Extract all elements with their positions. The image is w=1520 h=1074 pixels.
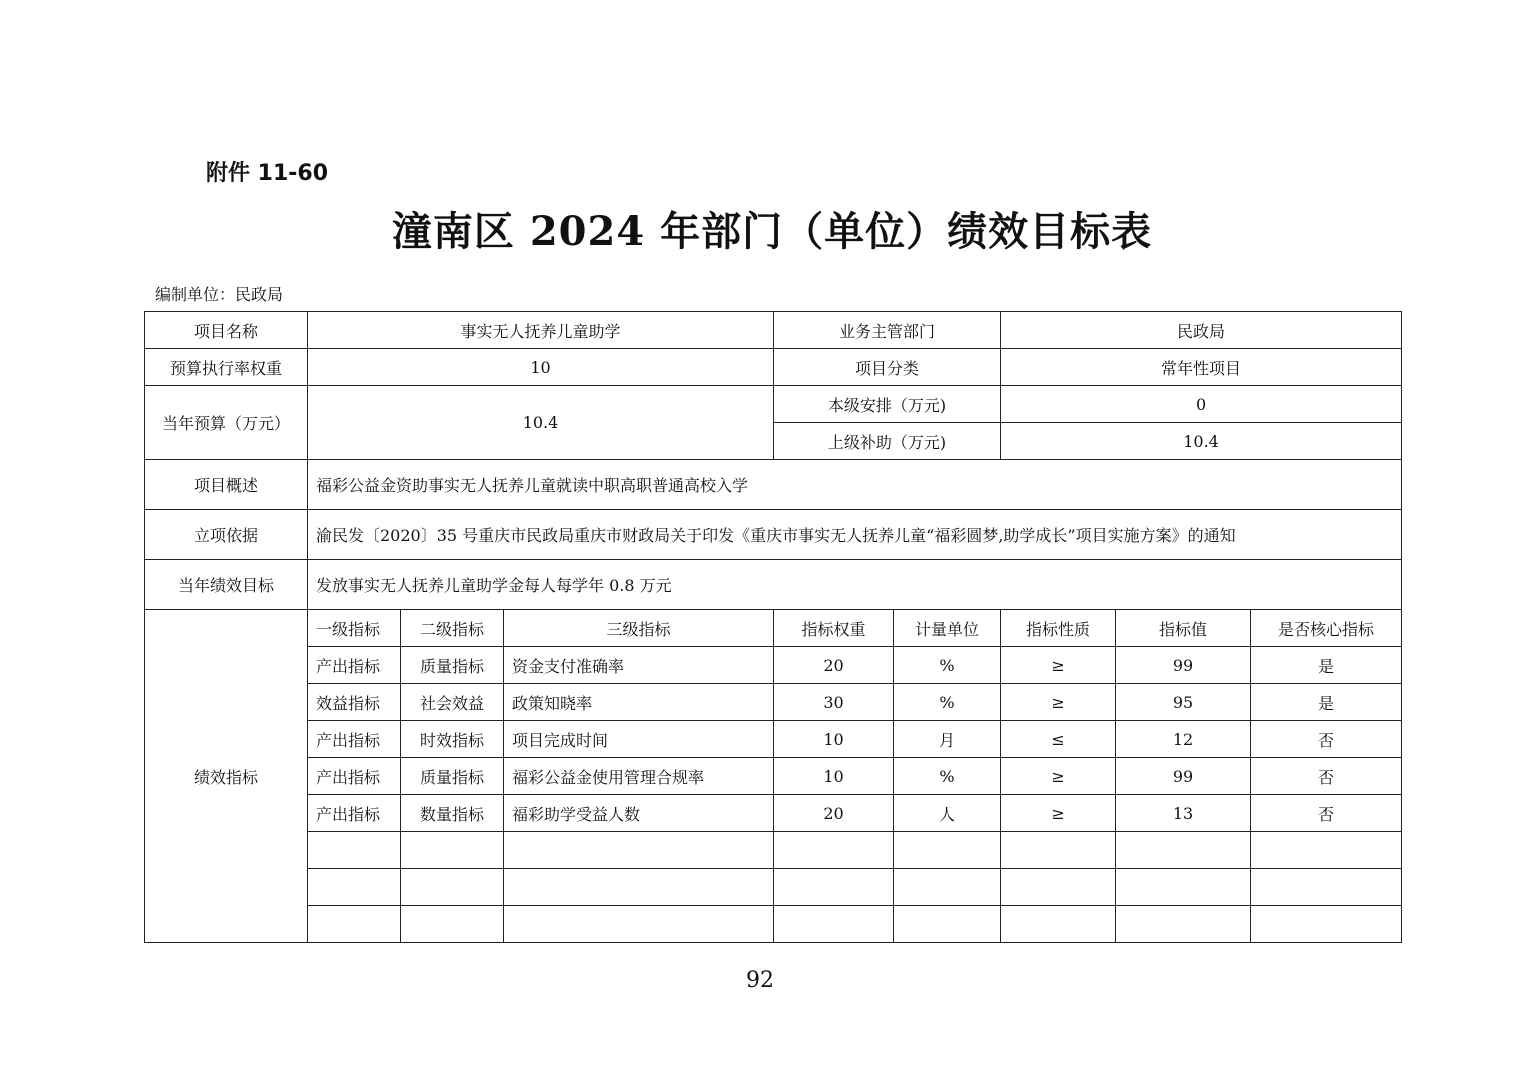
table-row bbox=[145, 560, 1402, 610]
page-number: 92 bbox=[746, 968, 774, 993]
annual-goal: 发放事实无人抚养儿童助学金每人每学年 0.8 万元 bbox=[308, 560, 1402, 610]
indicator-unit: 月 bbox=[894, 721, 1001, 758]
column-header: 指标性质 bbox=[1001, 610, 1116, 647]
cell-label: 业务主管部门 bbox=[774, 312, 1001, 349]
indicator-value: 95 bbox=[1116, 684, 1251, 721]
cell-label: 项目概述 bbox=[145, 460, 308, 510]
indicator-core: 是 bbox=[1251, 647, 1402, 684]
project-category: 常年性项目 bbox=[1001, 349, 1402, 386]
table-row bbox=[145, 510, 1402, 560]
level2-indicator: 质量指标 bbox=[401, 647, 504, 684]
indicator-value: 99 bbox=[1116, 758, 1251, 795]
indicator-nature: ≥ bbox=[1001, 684, 1116, 721]
indicator-nature: ≥ bbox=[1001, 758, 1116, 795]
project-basis: 渝民发〔2020〕35 号重庆市民政局重庆市财政局关于印发《重庆市事实无人抚养儿童“福彩圆梦,助学成长”项目实施方案》的通知 bbox=[308, 510, 1402, 560]
column-header: 指标权重 bbox=[774, 610, 894, 647]
performance-target-table bbox=[144, 311, 1402, 943]
project-name: 事实无人抚养儿童助学 bbox=[308, 312, 774, 349]
empty-row bbox=[145, 832, 1402, 869]
budget-weight: 10 bbox=[308, 349, 774, 386]
column-header: 一级指标 bbox=[308, 610, 401, 647]
level2-indicator: 社会效益 bbox=[401, 684, 504, 721]
indicator-weight: 10 bbox=[774, 721, 894, 758]
cell-label: 上级补助（万元) bbox=[774, 423, 1001, 460]
local-allocation: 0 bbox=[1001, 386, 1402, 423]
level3-indicator: 政策知晓率 bbox=[504, 684, 774, 721]
indicator-nature: ≥ bbox=[1001, 647, 1116, 684]
page-title: 潼南区 2024 年部门（单位）绩效目标表 bbox=[391, 208, 1153, 255]
level3-indicator: 福彩助学受益人数 bbox=[504, 795, 774, 832]
indicator-weight: 10 bbox=[774, 758, 894, 795]
indicator-nature: ≥ bbox=[1001, 795, 1116, 832]
level1-indicator: 产出指标 bbox=[308, 795, 401, 832]
level3-indicator: 福彩公益金使用管理合规率 bbox=[504, 758, 774, 795]
level2-indicator: 数量指标 bbox=[401, 795, 504, 832]
indicator-nature: ≤ bbox=[1001, 721, 1116, 758]
attachment-label: 附件 11-60 bbox=[206, 161, 329, 186]
indicator-core: 否 bbox=[1251, 721, 1402, 758]
cell-label: 当年绩效目标 bbox=[145, 560, 308, 610]
indicator-unit: % bbox=[894, 684, 1001, 721]
indicator-value: 13 bbox=[1116, 795, 1251, 832]
table-row bbox=[145, 721, 1402, 758]
cell-label: 立项依据 bbox=[145, 510, 308, 560]
table-row bbox=[145, 758, 1402, 795]
cell-label: 预算执行率权重 bbox=[145, 349, 308, 386]
table-row bbox=[145, 312, 1402, 349]
dept-name: 民政局 bbox=[1001, 312, 1402, 349]
indicator-unit: 人 bbox=[894, 795, 1001, 832]
column-header: 三级指标 bbox=[504, 610, 774, 647]
column-header: 是否核心指标 bbox=[1251, 610, 1402, 647]
level2-indicator: 时效指标 bbox=[401, 721, 504, 758]
level1-indicator: 产出指标 bbox=[308, 647, 401, 684]
indicator-unit: % bbox=[894, 647, 1001, 684]
table-row bbox=[145, 460, 1402, 510]
indicator-section-label: 绩效指标 bbox=[145, 610, 308, 943]
level1-indicator: 效益指标 bbox=[308, 684, 401, 721]
empty-row bbox=[145, 869, 1402, 906]
indicator-value: 99 bbox=[1116, 647, 1251, 684]
indicator-header-row bbox=[145, 610, 1402, 647]
table-row bbox=[145, 386, 1402, 423]
column-header: 计量单位 bbox=[894, 610, 1001, 647]
annual-budget: 10.4 bbox=[308, 386, 774, 460]
indicator-unit: % bbox=[894, 758, 1001, 795]
project-overview: 福彩公益金资助事实无人抚养儿童就读中职高职普通高校入学 bbox=[308, 460, 1402, 510]
level1-indicator: 产出指标 bbox=[308, 758, 401, 795]
cell-label: 项目分类 bbox=[774, 349, 1001, 386]
cell-label: 本级安排（万元) bbox=[774, 386, 1001, 423]
cell-label: 项目名称 bbox=[145, 312, 308, 349]
indicator-weight: 30 bbox=[774, 684, 894, 721]
indicator-core: 否 bbox=[1251, 795, 1402, 832]
superior-subsidy: 10.4 bbox=[1001, 423, 1402, 460]
indicator-weight: 20 bbox=[774, 647, 894, 684]
indicator-core: 否 bbox=[1251, 758, 1402, 795]
level1-indicator: 产出指标 bbox=[308, 721, 401, 758]
cell-label: 当年预算（万元） bbox=[145, 386, 308, 460]
table-row bbox=[145, 647, 1402, 684]
indicator-core: 是 bbox=[1251, 684, 1402, 721]
table-row bbox=[145, 684, 1402, 721]
column-header: 二级指标 bbox=[401, 610, 504, 647]
indicator-weight: 20 bbox=[774, 795, 894, 832]
indicator-value: 12 bbox=[1116, 721, 1251, 758]
table-row bbox=[145, 349, 1402, 386]
column-header: 指标值 bbox=[1116, 610, 1251, 647]
table-row bbox=[145, 795, 1402, 832]
empty-row bbox=[145, 906, 1402, 943]
level3-indicator: 资金支付准确率 bbox=[504, 647, 774, 684]
level2-indicator: 质量指标 bbox=[401, 758, 504, 795]
compiling-unit: 编制单位：民政局 bbox=[155, 285, 284, 304]
level3-indicator: 项目完成时间 bbox=[504, 721, 774, 758]
